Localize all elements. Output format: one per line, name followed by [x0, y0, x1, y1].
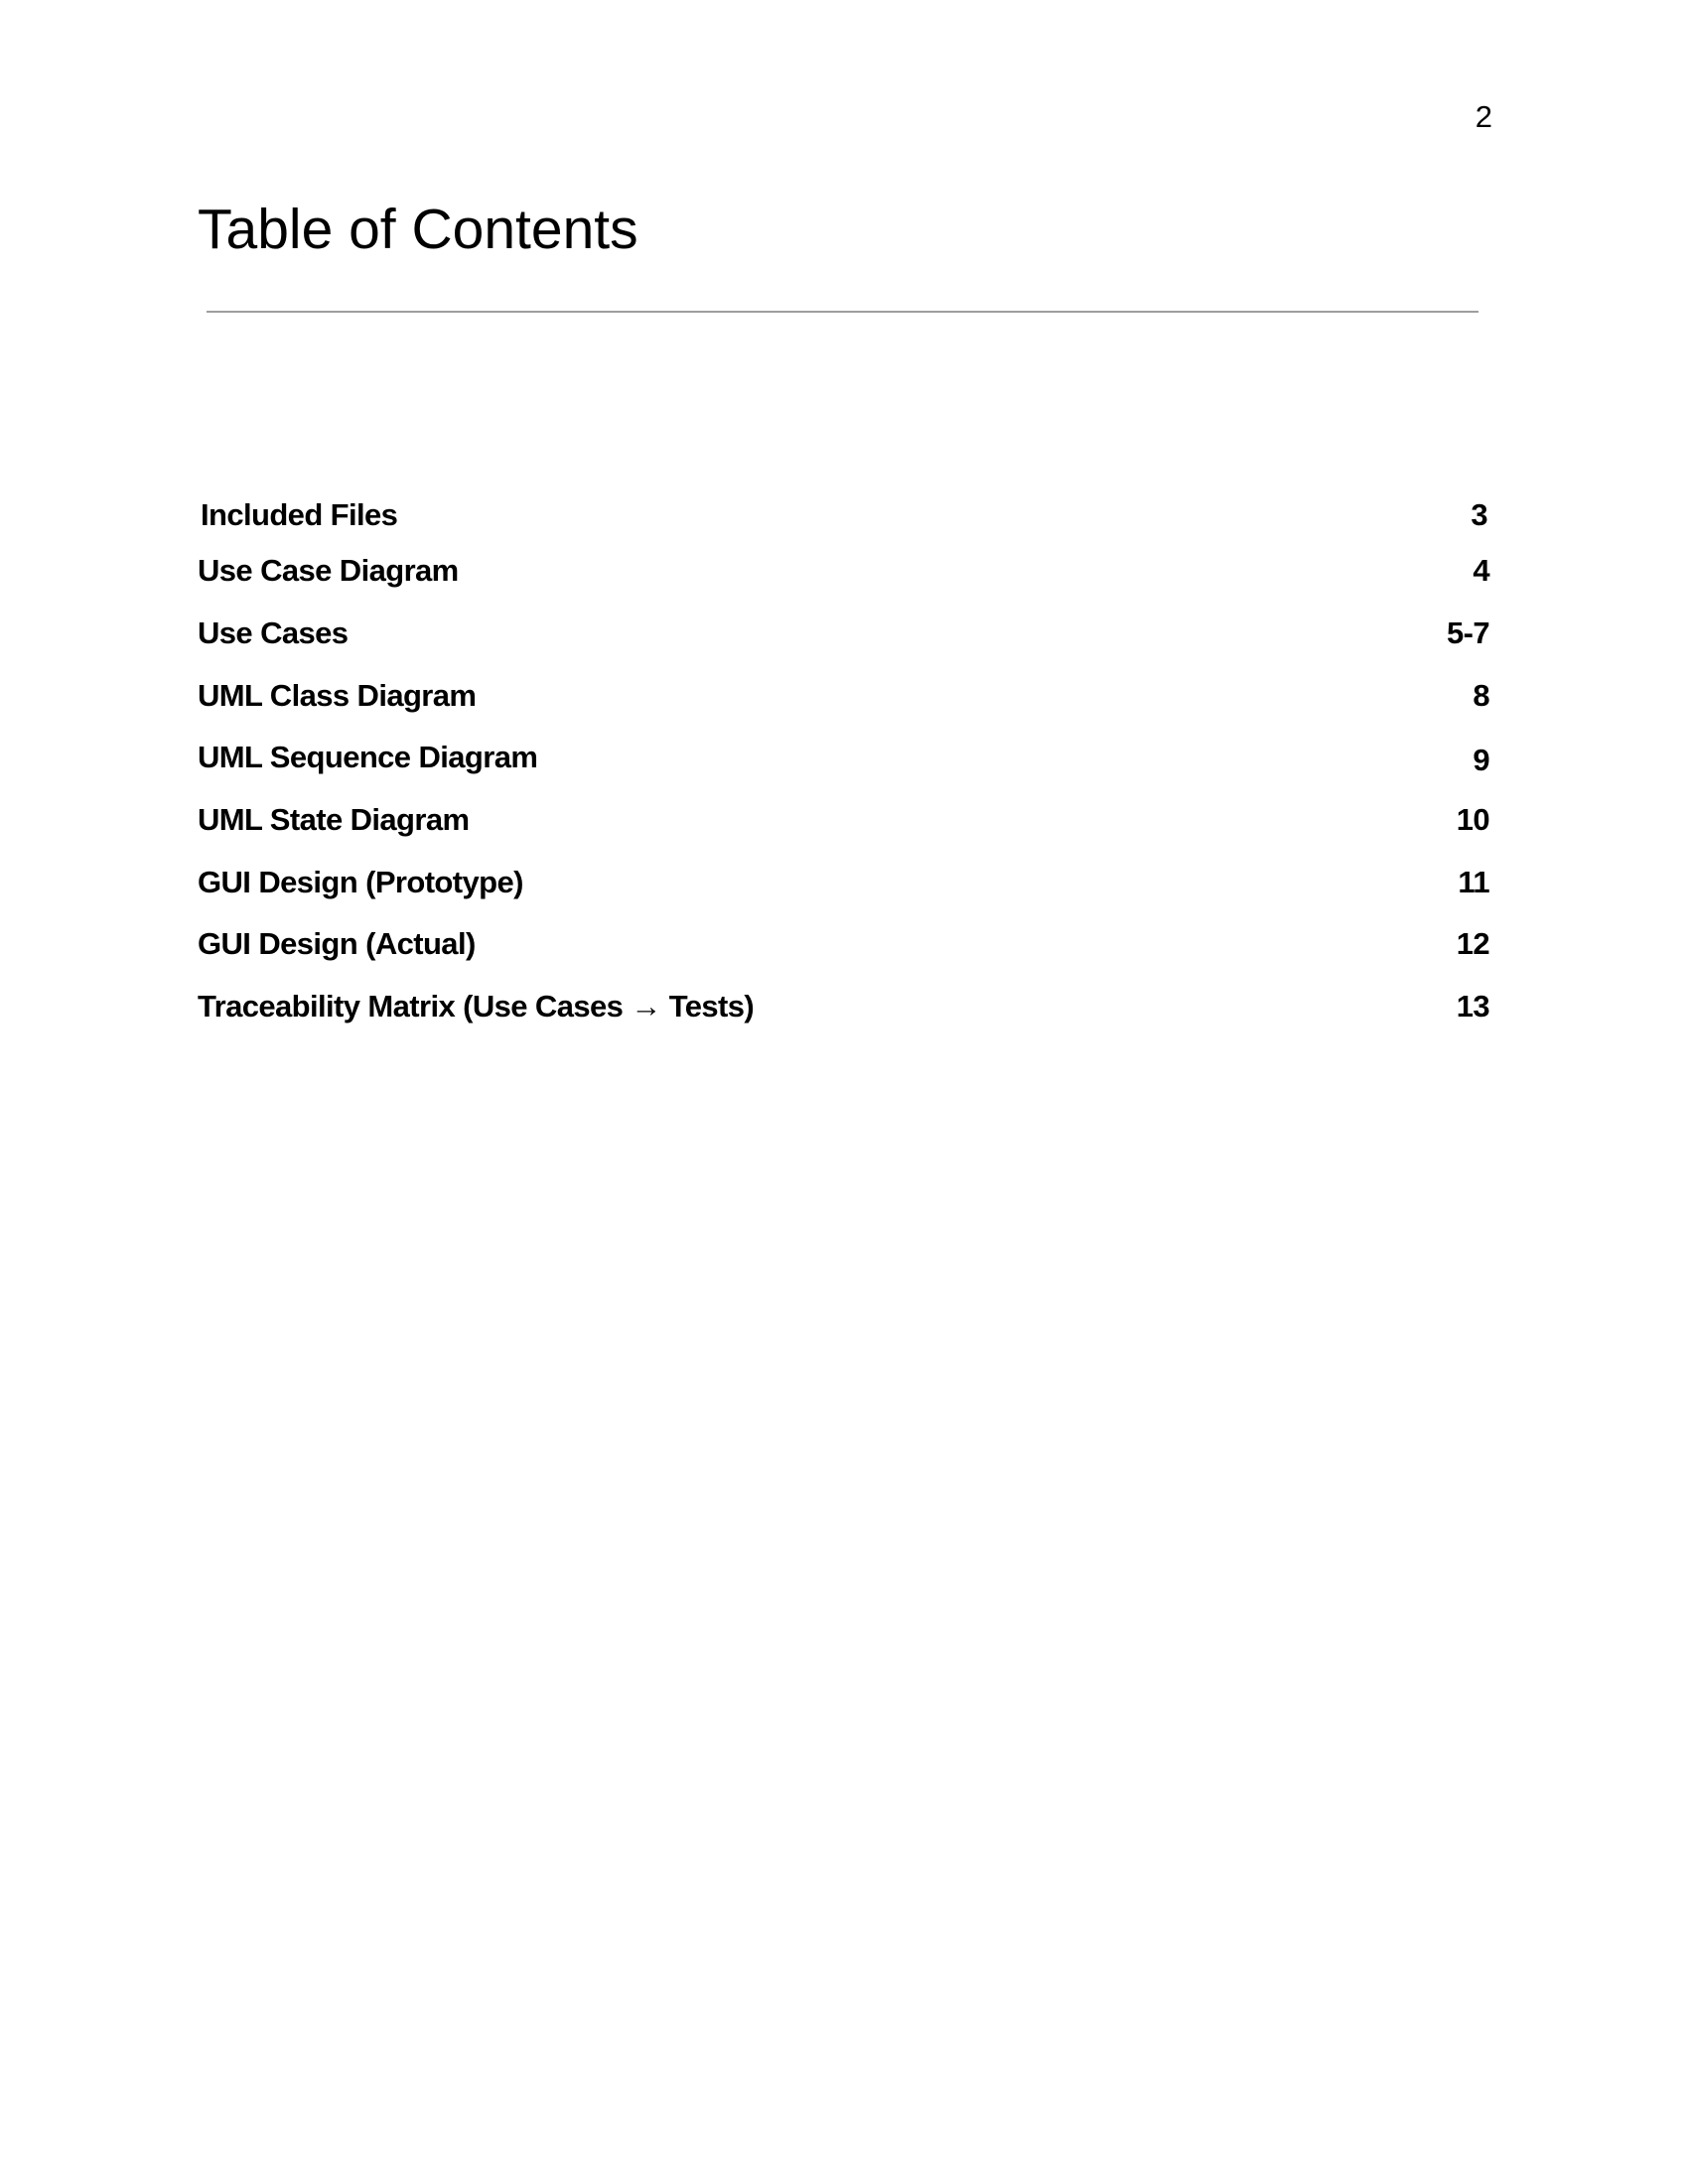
page-number: 2 [1475, 99, 1492, 134]
toc-entry-page: 9 [1473, 743, 1489, 777]
toc-entry-traceability-matrix[interactable] [198, 985, 1489, 1028]
page-title: Table of Contents [198, 198, 638, 261]
toc-entry-label: UML State Diagram [198, 802, 470, 837]
toc-entry-label: GUI Design (Actual) [198, 926, 476, 961]
toc-entry-page: 12 [1456, 926, 1489, 961]
toc-entry-page: 10 [1456, 802, 1489, 837]
toc-entry-page: 5-7 [1446, 615, 1489, 650]
toc-entry-gui-design-actual[interactable] [198, 922, 1489, 966]
toc-entry-label: Traceability Matrix (Use Cases → Tests) [198, 989, 755, 1024]
toc-entry-label: UML Class Diagram [198, 678, 477, 713]
toc-entry-use-case-diagram[interactable] [198, 549, 1489, 593]
toc-entry-label: Use Cases [198, 615, 349, 650]
toc-entry-page: 8 [1473, 678, 1489, 713]
toc-entry-page: 4 [1473, 553, 1489, 588]
toc-entry-label: UML Sequence Diagram [198, 740, 538, 774]
toc-entry-page: 11 [1458, 865, 1489, 899]
toc-entry-uml-class-diagram[interactable] [198, 674, 1489, 718]
toc-entry-label: Use Case Diagram [198, 553, 459, 588]
toc-entry-page: 13 [1456, 989, 1489, 1024]
toc-entry-gui-design-prototype[interactable] [198, 861, 1489, 904]
toc-entry-page: 3 [1471, 497, 1487, 532]
toc-entry-use-cases[interactable] [198, 612, 1489, 655]
toc-entry-uml-state-diagram[interactable] [198, 798, 1489, 842]
toc-entry-label: Included Files [201, 497, 398, 532]
toc-entry-label: GUI Design (Prototype) [198, 865, 523, 899]
toc-entry-included-files[interactable] [201, 493, 1487, 537]
toc-entry-uml-sequence-diagram[interactable] [198, 736, 1489, 779]
